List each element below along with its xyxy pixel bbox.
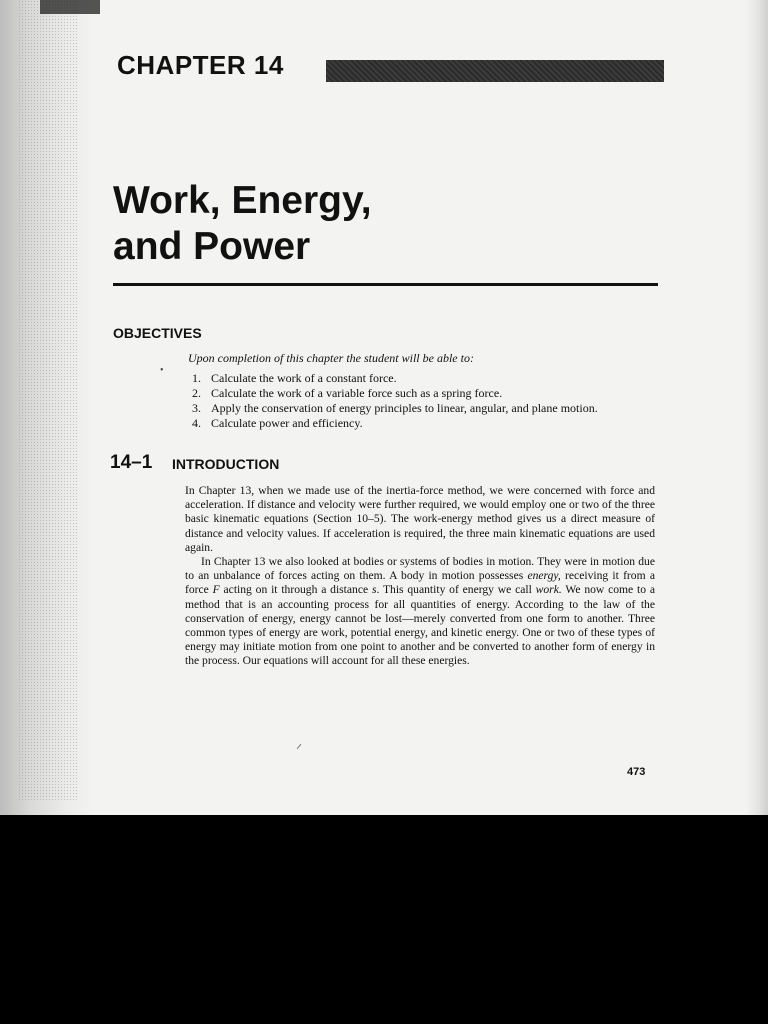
- stray-mark: •: [160, 365, 164, 376]
- page-edge-shadow: [746, 0, 768, 815]
- page-number: 473: [627, 766, 646, 778]
- title-divider: [113, 283, 658, 286]
- section-title: INTRODUCTION: [172, 456, 280, 472]
- chapter-label: CHAPTER 14: [117, 50, 284, 80]
- introduction-body: [185, 484, 655, 669]
- objective-item: 4. Calculate power and efficiency.: [192, 416, 363, 430]
- chapter-title-line-2: and Power: [113, 225, 311, 268]
- objective-item: 1. Calculate the work of a constant force.: [192, 371, 397, 385]
- chapter-title-line-1: Work, Energy,: [113, 179, 372, 222]
- section-number: 14–1: [110, 452, 153, 473]
- scan-corner-shadow: [40, 0, 100, 14]
- objective-item: 2. Calculate the work of a variable force such as a spring force.: [192, 386, 503, 400]
- chapter-decorative-bar: [326, 60, 664, 82]
- gutter-texture: [18, 0, 78, 800]
- objectives-heading: OBJECTIVES: [113, 325, 202, 341]
- objectives-intro: Upon completion of this chapter the student will be able to:: [188, 351, 474, 365]
- stray-pen-mark: [297, 744, 302, 749]
- paragraph-1: In Chapter 13, when we made use of the inertia-force method, we were concerned with force and acceleration. If distance and velocity were further required, we would employ one or two of the three basic kinematic equations (Section 10–5). The work-energy method gives us a direct measure of distance and velocity values. If acceleration is required, the three main kinematic equations are used again.: [185, 484, 655, 554]
- chapter-title: [113, 178, 372, 270]
- objectives-list: [192, 371, 598, 431]
- objective-item: 3. Apply the conservation of energy principles to linear, angular, and plane motion.: [192, 401, 598, 415]
- paragraph-2: In Chapter 13 we also looked at bodies or systems of bodies in motion. They were in motion due to an unbalance of forces acting on them. A body in motion possesses energy, receiving it from a force F acting on it through a distance s. This quantity of energy we call work. We now come to a method that is an accounting process for all quantities of energy. According to the law of the conservation of energy, energy cannot be lost—merely converted from one form to another. Three common types of energy are work, potential energy, and kinetic energy. One or two of these types of energy may initiate motion from one point to another and be converted to another form of energy in the process. Our equations will account for all these energies.: [185, 555, 655, 668]
